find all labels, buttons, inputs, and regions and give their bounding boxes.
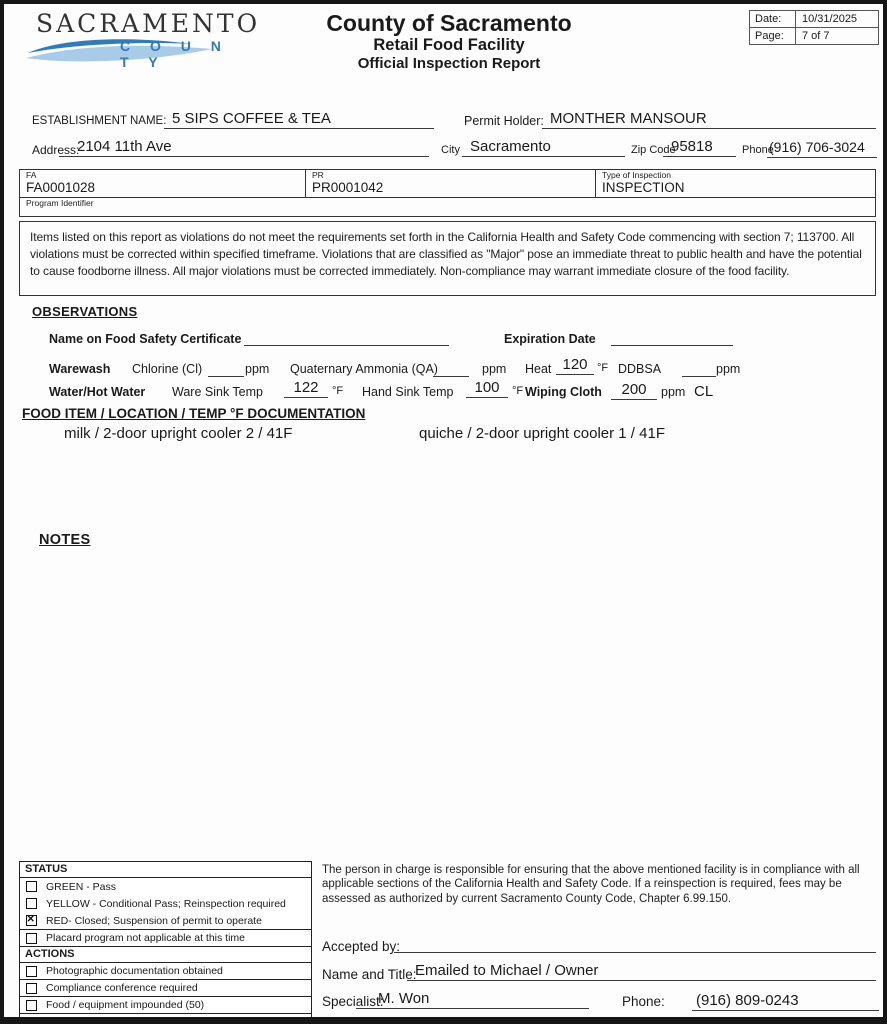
date-label: Date: — [750, 11, 796, 27]
sacramento-county-logo — [22, 9, 261, 70]
specialist-label: Specialist: — [322, 994, 384, 1009]
heat-unit: °F — [597, 362, 609, 374]
action-option-label: Food / equipment impounded (50) — [46, 999, 205, 1011]
status-option-label: GREEN - Pass — [46, 880, 117, 893]
accepted-by-label: Accepted by: — [322, 939, 401, 954]
status-option-label: RED- Closed; Suspension of permit to operate — [46, 914, 262, 927]
qa-label: Quaternary Ammonia (QA) — [290, 362, 438, 376]
wiping-cloth-chemical: CL — [694, 383, 714, 400]
accepted-by-field — [394, 934, 876, 953]
date-value: 10/31/2025 — [802, 13, 858, 25]
status-header: STATUS — [20, 862, 311, 878]
compliance-statement: The person in charge is responsible for ensuring that the above mentioned facility is in compliance with all applicable sections of the California Health and Safety Code. If a reinspection is required, fees may be assessed as authorized by current Sacramento County Code, Chapter 6.99.150. — [322, 864, 860, 905]
status-option-red — [20, 912, 311, 930]
wiping-cloth-unit: ppm — [661, 385, 686, 399]
program-identifier-cell — [20, 198, 875, 216]
inspection-type-label: Type of Inspection — [602, 170, 671, 180]
pr-cell — [305, 170, 595, 197]
specialist-phone-field: (916) 809-0243 — [692, 992, 879, 1011]
address-row — [4, 138, 887, 160]
report-subtitle-1: Retail Food Facility — [373, 36, 525, 54]
report-title-block — [249, 10, 649, 73]
hand-sink-label: Hand Sink Temp — [362, 385, 454, 399]
zip-field: 95818 — [663, 138, 736, 157]
report-subtitle-2: Official Inspection Report — [357, 55, 541, 72]
zip-label: Zip Code — [631, 144, 676, 156]
ware-sink-unit: °F — [332, 385, 344, 397]
name-title-field: Emailed to Michael / Owner — [407, 962, 876, 981]
logo-sacramento-text: SACRAMENTO — [36, 9, 261, 38]
establishment-row — [4, 110, 887, 132]
water-label: Water/Hot Water — [49, 385, 146, 399]
fa-label: FA — [26, 170, 37, 180]
hand-sink-field: 100 — [466, 379, 508, 398]
checkbox-icon — [26, 898, 37, 909]
notes-heading: NOTES — [39, 532, 91, 548]
page-label: Page: — [750, 28, 796, 44]
city-label: City — [441, 144, 460, 156]
wiping-cloth-field: 200 — [611, 381, 657, 400]
food-temp-item-1: milk / 2-door upright cooler 2 / 41F — [64, 425, 293, 442]
fa-cell — [20, 170, 305, 197]
inspection-type-value: INSPECTION — [602, 180, 685, 195]
ddbsa-field — [682, 358, 716, 377]
status-option-label: YELLOW - Conditional Pass; Reinspection required — [46, 897, 286, 910]
wiping-cloth-label: Wiping Cloth — [525, 385, 602, 399]
phone-field: (916) 706-3024 — [767, 139, 877, 158]
phone-label: Phone — [742, 144, 774, 156]
logo-county-text: C O U N T Y — [120, 38, 229, 70]
food-temp-item-2: quiche / 2-door upright cooler 1 / 41F — [419, 425, 665, 442]
chlorine-label: Chlorine (Cl) — [132, 362, 203, 376]
pr-label: PR — [312, 170, 324, 180]
name-title-label: Name and Title: — [322, 967, 417, 982]
specialist-field: M. Won — [356, 990, 589, 1009]
ddbsa-unit: ppm — [716, 362, 741, 376]
date-row — [750, 11, 878, 27]
certificate-label: Name on Food Safety Certificate — [49, 332, 242, 346]
notes-content — [39, 554, 859, 854]
warewash-label: Warewash — [49, 362, 111, 376]
name-title-row — [4, 962, 887, 986]
expiration-date-label: Expiration Date — [504, 332, 596, 346]
facility-id-box — [19, 169, 876, 198]
fa-value: FA0001028 — [26, 180, 96, 195]
certificate-field — [244, 327, 449, 346]
ddbsa-label: DDBSA — [618, 362, 662, 376]
inspection-type-cell — [595, 170, 875, 197]
action-option-education — [20, 1014, 311, 1024]
page-value: 7 of 7 — [802, 30, 830, 42]
heat-label: Heat — [525, 362, 552, 376]
establishment-name-field: 5 SIPS COFFEE & TEA — [164, 110, 434, 129]
action-option-label: Food safety education required; # of employees — [46, 1016, 268, 1024]
permit-holder-label: Permit Holder: — [464, 114, 544, 128]
report-title: County of Sacramento — [326, 10, 572, 36]
city-field: Sacramento — [462, 138, 625, 157]
pr-value: PR0001042 — [312, 180, 384, 195]
checkbox-icon — [26, 1017, 37, 1024]
checkbox-icon — [26, 915, 37, 926]
heat-field: 120 — [556, 356, 594, 375]
food-temp-heading: FOOD ITEM / LOCATION / TEMP °F DOCUMENTATION — [22, 406, 366, 421]
action-option-label: Photographic documentation obtained — [46, 965, 223, 977]
water-row — [4, 379, 887, 401]
status-option-green — [20, 878, 311, 895]
date-page-box — [749, 10, 879, 45]
ware-sink-label: Ware Sink Temp — [172, 385, 264, 399]
specialist-row — [4, 989, 887, 1015]
hand-sink-unit: °F — [512, 385, 524, 397]
ware-sink-field: 122 — [284, 379, 328, 398]
checkbox-icon — [26, 881, 37, 892]
status-option-label: Placard program not applicable at this time — [46, 932, 246, 944]
address-label: Address: — [32, 143, 80, 157]
actions-header: ACTIONS — [20, 947, 311, 963]
expiration-date-field — [611, 327, 733, 346]
warewash-row — [4, 356, 887, 378]
permit-holder-field: MONTHER MANSOUR — [542, 110, 876, 129]
action-option-label: Compliance conference required — [46, 982, 198, 994]
establishment-name-label: ESTABLISHMENT NAME: — [32, 115, 167, 127]
certificate-row — [4, 327, 887, 349]
chlorine-unit: ppm — [245, 362, 270, 376]
violations-notice: Items listed on this report as violations do not meet the requirements set forth in the California Health and Safety Code commencing with section 7; 113700. All violations must be corrected within specified timeframe. Violations that are classified as "Major" pose an immediate threat to public health and have the potential to cause foodborne illness. All major violations must be corrected immediately. Non-compliance may warrant immediate closure of the food facility. — [19, 221, 876, 296]
specialist-phone-label: Phone: — [622, 994, 665, 1009]
chlorine-field — [208, 358, 244, 377]
program-identifier-label: Program Identifier — [26, 197, 94, 208]
qa-unit: ppm — [482, 362, 507, 376]
status-option-yellow — [20, 895, 311, 912]
accepted-by-row — [4, 934, 887, 958]
address-field: 2104 11th Ave — [59, 138, 429, 157]
program-identifier-box — [19, 197, 876, 217]
page-row — [750, 27, 878, 44]
qa-field — [433, 358, 469, 377]
observations-heading: OBSERVATIONS — [32, 304, 138, 319]
